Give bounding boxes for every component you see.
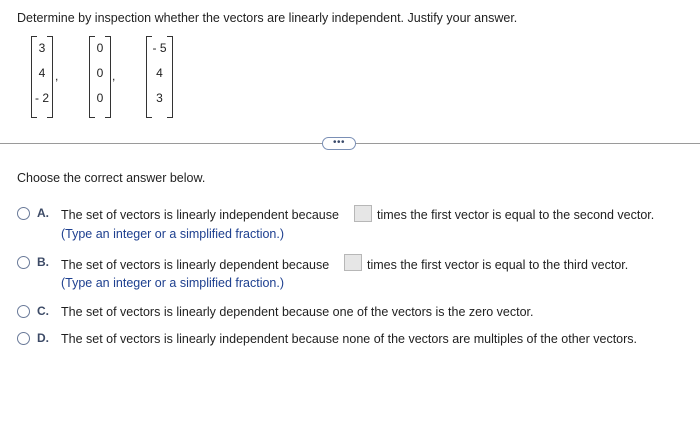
option-a-answer-field[interactable]: [354, 205, 372, 222]
option-c-radio[interactable]: [17, 305, 30, 318]
option-d-letter: D.: [37, 331, 49, 345]
vector-1-entry-2: 4: [38, 66, 46, 80]
option-c-text: The set of vectors is linearly dependent because one of the vectors is the zero vector.: [61, 305, 534, 319]
vector-1-entry-1: 3: [38, 41, 46, 55]
answer-prompt: Choose the correct answer below.: [17, 171, 206, 185]
option-d[interactable]: [17, 330, 687, 348]
option-d-text: The set of vectors is linearly independent because none of the vectors are multiples of the other vectors.: [61, 332, 638, 346]
option-c-letter: C.: [37, 304, 49, 318]
vector-2-entry-3: 0: [96, 91, 104, 105]
option-b[interactable]: [17, 254, 677, 294]
vector-2-entry-2: 0: [96, 66, 104, 80]
vector-separator: ,: [112, 69, 116, 83]
vector-2-entry-1: 0: [96, 41, 104, 55]
vector-separator: ,: [55, 69, 59, 83]
option-a-hint: (Type an integer or a simplified fraction.): [61, 227, 285, 241]
option-d-radio[interactable]: [17, 332, 30, 345]
vector-2: [89, 36, 111, 116]
question-text: Determine by inspection whether the vectors are linearly independent. Justify your answer.: [17, 11, 518, 25]
vector-3-entry-2: 4: [156, 66, 163, 80]
option-a-text: The set of vectors is linearly independent because: [61, 208, 339, 222]
option-a-text-after: times the first vector is equal to the second vector.: [377, 208, 655, 222]
option-c[interactable]: [17, 303, 677, 321]
vector-3-entry-1: - 5: [152, 41, 167, 55]
option-a[interactable]: [17, 205, 677, 245]
option-a-letter: A.: [37, 206, 49, 220]
option-b-radio[interactable]: [17, 256, 30, 269]
vector-3-entry-3: 3: [156, 91, 163, 105]
option-b-hint: (Type an integer or a simplified fraction.): [61, 276, 285, 290]
option-b-letter: B.: [37, 255, 49, 269]
option-a-radio[interactable]: [17, 207, 30, 220]
vector-1: [31, 36, 53, 116]
vector-3: [146, 36, 173, 116]
more-options-button[interactable]: •••: [322, 137, 356, 150]
vector-1-entry-3: - 2: [34, 91, 49, 105]
option-b-answer-field[interactable]: [344, 254, 362, 271]
option-b-text-after: times the first vector is equal to the third vector.: [367, 258, 629, 272]
option-b-text: The set of vectors is linearly dependent because: [61, 258, 330, 272]
